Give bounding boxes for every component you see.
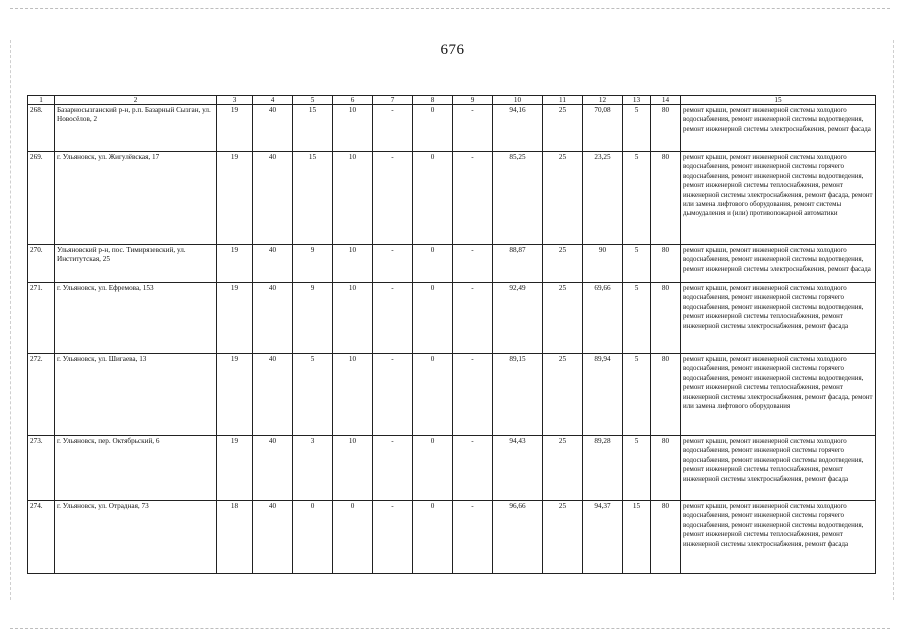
cell-col-11: 25 [543, 354, 583, 436]
cell-col-14: 80 [651, 105, 681, 152]
cell-col-14: 80 [651, 152, 681, 245]
cell-col-4: 40 [253, 436, 293, 501]
row-repair-works: ремонт крыши, ремонт инженерной системы холодного водоснабжения, ремонт инженерной системы горячего водоснабжения, ремонт инженерной системы водоотведения, ремонт инженерной системы теплоснабжения, ремонт инженерной системы электроснабжения, ремонт фасада [681, 436, 876, 501]
cell-col-11: 25 [543, 436, 583, 501]
cell-col-5: 9 [293, 245, 333, 283]
column-header: 12 [583, 96, 623, 105]
cell-col-9: - [453, 501, 493, 574]
row-number: 269. [28, 152, 55, 245]
column-header: 4 [253, 96, 293, 105]
cell-col-13: 5 [623, 436, 651, 501]
table-row [28, 436, 876, 501]
cell-col-14: 80 [651, 501, 681, 574]
cell-col-5: 9 [293, 283, 333, 354]
column-header: 1 [28, 96, 55, 105]
cell-col-5: 15 [293, 152, 333, 245]
cell-col-3: 18 [217, 501, 253, 574]
cell-col-10: 96,66 [493, 501, 543, 574]
table-row [28, 105, 876, 152]
column-header: 2 [55, 96, 217, 105]
row-number: 271. [28, 283, 55, 354]
row-number: 268. [28, 105, 55, 152]
column-header: 3 [217, 96, 253, 105]
column-header: 11 [543, 96, 583, 105]
cell-col-7: - [373, 436, 413, 501]
cell-col-9: - [453, 354, 493, 436]
cell-col-11: 25 [543, 105, 583, 152]
cell-col-4: 40 [253, 152, 293, 245]
cell-col-14: 80 [651, 354, 681, 436]
cell-col-8: 0 [413, 501, 453, 574]
cell-col-10: 89,15 [493, 354, 543, 436]
cell-col-8: 0 [413, 283, 453, 354]
column-header: 14 [651, 96, 681, 105]
table-row [28, 152, 876, 245]
cell-col-14: 80 [651, 245, 681, 283]
cell-col-6: 10 [333, 354, 373, 436]
scan-left-border [10, 40, 11, 600]
column-header: 13 [623, 96, 651, 105]
cell-col-13: 5 [623, 245, 651, 283]
cell-col-5: 0 [293, 501, 333, 574]
row-repair-works: ремонт крыши, ремонт инженерной системы холодного водоснабжения, ремонт инженерной системы горячего водоснабжения, ремонт инженерной системы водоотведения, ремонт инженерной системы теплоснабжения, ремонт инженерной системы электроснабжения, ремонт фасада, ремонт или замена лифтового оборудования, ремонт системы дымоудаления и (или) противопожарной автоматики [681, 152, 876, 245]
cell-col-5: 15 [293, 105, 333, 152]
row-repair-works: ремонт крыши, ремонт инженерной системы холодного водоснабжения, ремонт инженерной системы горячего водоснабжения, ремонт инженерной системы водоотведения, ремонт инженерной системы теплоснабжения, ремонт инженерной системы электроснабжения, ремонт фасада [681, 501, 876, 574]
cell-col-8: 0 [413, 354, 453, 436]
column-header: 10 [493, 96, 543, 105]
cell-col-9: - [453, 436, 493, 501]
cell-col-9: - [453, 105, 493, 152]
cell-col-13: 5 [623, 283, 651, 354]
table-row [28, 354, 876, 436]
row-address: г. Ульяновск, пер. Октябрьский, 6 [55, 436, 217, 501]
cell-col-12: 23,25 [583, 152, 623, 245]
cell-col-7: - [373, 354, 413, 436]
cell-col-5: 5 [293, 354, 333, 436]
page-number: 676 [440, 42, 465, 58]
cell-col-4: 40 [253, 501, 293, 574]
column-header: 7 [373, 96, 413, 105]
cell-col-11: 25 [543, 152, 583, 245]
cell-col-10: 88,87 [493, 245, 543, 283]
cell-col-11: 25 [543, 501, 583, 574]
cell-col-9: - [453, 245, 493, 283]
cell-col-14: 80 [651, 283, 681, 354]
cell-col-11: 25 [543, 245, 583, 283]
cell-col-3: 19 [217, 245, 253, 283]
column-header: 5 [293, 96, 333, 105]
row-address: г. Ульяновск, ул. Отрадная, 73 [55, 501, 217, 574]
cell-col-9: - [453, 152, 493, 245]
row-address: г. Ульяновск, ул. Жигулёвская, 17 [55, 152, 217, 245]
column-header: 9 [453, 96, 493, 105]
row-repair-works: ремонт крыши, ремонт инженерной системы холодного водоснабжения, ремонт инженерной системы водоотведения, ремонт инженерной системы электроснабжения, ремонт фасада [681, 245, 876, 283]
cell-col-10: 85,25 [493, 152, 543, 245]
cell-col-3: 19 [217, 436, 253, 501]
cell-col-10: 94,43 [493, 436, 543, 501]
cell-col-13: 15 [623, 501, 651, 574]
cell-col-6: 10 [333, 245, 373, 283]
cell-col-8: 0 [413, 152, 453, 245]
cell-col-13: 5 [623, 152, 651, 245]
cell-col-4: 40 [253, 354, 293, 436]
cell-col-4: 40 [253, 283, 293, 354]
cell-col-14: 80 [651, 436, 681, 501]
cell-col-8: 0 [413, 105, 453, 152]
row-repair-works: ремонт крыши, ремонт инженерной системы холодного водоснабжения, ремонт инженерной системы горячего водоснабжения, ремонт инженерной системы водоотведения, ремонт инженерной системы теплоснабжения, ремонт инженерной системы электроснабжения, ремонт фасада, ремонт или замена лифтового оборудования [681, 354, 876, 436]
row-number: 272. [28, 354, 55, 436]
cell-col-7: - [373, 501, 413, 574]
row-repair-works: ремонт крыши, ремонт инженерной системы холодного водоснабжения, ремонт инженерной системы горячего водоснабжения, ремонт инженерной системы водоотведения, ремонт инженерной системы теплоснабжения, ремонт инженерной системы электроснабжения, ремонт фасада [681, 283, 876, 354]
cell-col-6: 10 [333, 105, 373, 152]
cell-col-9: - [453, 283, 493, 354]
cell-col-6: 10 [333, 283, 373, 354]
column-header: 8 [413, 96, 453, 105]
cell-col-13: 5 [623, 105, 651, 152]
row-address: Ульяновский р-н, пос. Тимирязевский, ул. Институтская, 25 [55, 245, 217, 283]
cell-col-6: 0 [333, 501, 373, 574]
header-row [28, 96, 876, 105]
row-repair-works: ремонт крыши, ремонт инженерной системы холодного водоснабжения, ремонт инженерной системы водоотведения, ремонт инженерной системы электроснабжения, ремонт фасада [681, 105, 876, 152]
cell-col-4: 40 [253, 105, 293, 152]
scan-top-border [10, 8, 890, 9]
column-header: 6 [333, 96, 373, 105]
cell-col-12: 89,28 [583, 436, 623, 501]
cell-col-12: 90 [583, 245, 623, 283]
cell-col-3: 19 [217, 105, 253, 152]
cell-col-4: 40 [253, 245, 293, 283]
cell-col-3: 19 [217, 152, 253, 245]
scan-right-border [893, 40, 894, 600]
cell-col-12: 89,94 [583, 354, 623, 436]
row-address: Базарносызганский р-н, р.п. Базарный Сызган, ул. Новосёлов, 2 [55, 105, 217, 152]
cell-col-12: 70,08 [583, 105, 623, 152]
cell-col-7: - [373, 105, 413, 152]
cell-col-13: 5 [623, 354, 651, 436]
cell-col-6: 10 [333, 152, 373, 245]
cell-col-12: 69,66 [583, 283, 623, 354]
column-header: 15 [681, 96, 876, 105]
cell-col-12: 94,37 [583, 501, 623, 574]
cell-col-8: 0 [413, 436, 453, 501]
row-number: 273. [28, 436, 55, 501]
cell-col-7: - [373, 245, 413, 283]
cell-col-8: 0 [413, 245, 453, 283]
cell-col-7: - [373, 152, 413, 245]
cell-col-10: 94,16 [493, 105, 543, 152]
cell-col-5: 3 [293, 436, 333, 501]
cell-col-11: 25 [543, 283, 583, 354]
table-row [28, 283, 876, 354]
row-address: г. Ульяновск, ул. Шигаева, 13 [55, 354, 217, 436]
table-row [28, 245, 876, 283]
row-number: 274. [28, 501, 55, 574]
row-address: г. Ульяновск, ул. Ефремова, 153 [55, 283, 217, 354]
row-number: 270. [28, 245, 55, 283]
cell-col-7: - [373, 283, 413, 354]
scan-bottom-border [10, 628, 890, 629]
table-row [28, 501, 876, 574]
cell-col-3: 19 [217, 354, 253, 436]
registry-table [27, 95, 876, 574]
cell-col-10: 92,49 [493, 283, 543, 354]
cell-col-6: 10 [333, 436, 373, 501]
cell-col-3: 19 [217, 283, 253, 354]
